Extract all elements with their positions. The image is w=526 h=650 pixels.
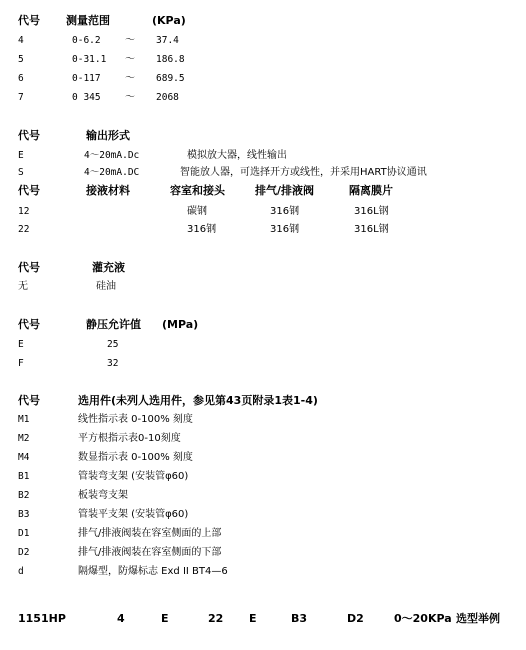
fill-fluid: 硅油 — [96, 281, 116, 292]
example-model: 1151HP — [18, 612, 66, 625]
output-code-header: 代号 — [18, 129, 40, 142]
static-value: 32 — [107, 358, 119, 369]
static-code: E — [18, 339, 24, 350]
range-header: 测量范围 — [66, 14, 110, 27]
option-desc: 管装弯支架 (安装管φ60) — [78, 471, 189, 482]
option-code: D2 — [18, 547, 30, 558]
range-low: 0-31.1 — [72, 54, 107, 65]
option-desc: 隔爆型，防爆标志 Exd II BT4—6 — [78, 566, 228, 577]
static-unit-header: (MPa) — [162, 318, 199, 331]
option-desc: 平方根指示表0-10刻度 — [78, 433, 181, 444]
diaphragm-material: 316L钢 — [354, 206, 389, 217]
range-low: 0-6.2 — [72, 35, 101, 46]
option-code: d — [18, 566, 24, 577]
option-desc: 板装弯支架 — [78, 490, 128, 501]
wetted-material-header: 接液材料 — [86, 184, 130, 197]
chamber-header: 容室和接头 — [170, 184, 225, 197]
material-code-header: 代号 — [18, 184, 40, 197]
option-code: B2 — [18, 490, 30, 501]
output-header: 输出形式 — [86, 129, 130, 142]
range-code: 7 — [18, 92, 24, 103]
chamber-material: 碳钢 — [187, 206, 207, 217]
example-range-value: 0～20KPa — [394, 612, 452, 625]
static-code: F — [18, 358, 24, 369]
option-desc: 排气/排液阀装在容室侧面的下部 — [78, 547, 222, 558]
output-code: E — [18, 150, 24, 161]
options-code-header: 代号 — [18, 394, 40, 407]
example-material-code: 22 — [208, 612, 224, 625]
range-unit-header: (KPa) — [152, 14, 186, 27]
static-header: 静压允许值 — [86, 318, 141, 331]
range-code-header: 代号 — [18, 14, 40, 27]
option-desc: 排气/排液阀装在容室侧面的上部 — [78, 528, 222, 539]
example-output-code: E — [161, 612, 169, 625]
output-signal: 4～20mA.DC — [84, 167, 140, 178]
output-code: S — [18, 167, 24, 178]
range-high: 186.8 — [156, 54, 185, 65]
example-range-code: 4 — [117, 612, 125, 625]
example-label: 选型举例 — [456, 612, 500, 625]
example-bracket-code: B3 — [291, 612, 308, 625]
range-high: 2068 — [156, 92, 179, 103]
output-signal: 4～20mA.Dc — [84, 150, 140, 161]
static-value: 25 — [107, 339, 119, 350]
range-code: 6 — [18, 73, 24, 84]
option-code: B1 — [18, 471, 30, 482]
range-high: 37.4 — [156, 35, 179, 46]
option-desc: 数显指示表 0-100% 刻度 — [78, 452, 193, 463]
options-header: 选用件(未列人选用件，参见第43页附录1表1-4) — [78, 394, 318, 407]
range-code: 4 — [18, 35, 24, 46]
option-code: M1 — [18, 414, 30, 425]
range-code: 5 — [18, 54, 24, 65]
example-static-code: E — [249, 612, 257, 625]
range-sep: ～ — [125, 35, 135, 46]
range-low: 0-117 — [72, 73, 101, 84]
output-desc: 智能放人器，可选择开方或线性，并采用HART协议通讯 — [180, 167, 427, 178]
option-desc: 管装平支架 (安装管φ60) — [78, 509, 189, 520]
static-code-header: 代号 — [18, 318, 40, 331]
option-code: M4 — [18, 452, 30, 463]
valve-material: 316钢 — [270, 224, 300, 235]
fill-code: 无 — [18, 281, 28, 292]
range-high: 689.5 — [156, 73, 185, 84]
option-code: D1 — [18, 528, 30, 539]
fill-header: 灌充液 — [92, 261, 125, 274]
range-low: 0 345 — [72, 92, 101, 103]
option-code: B3 — [18, 509, 30, 520]
range-sep: ～ — [125, 54, 135, 65]
option-desc: 线性指示表 0-100% 刻度 — [78, 414, 193, 425]
diaphragm-material: 316L钢 — [354, 224, 389, 235]
material-code: 22 — [18, 224, 30, 235]
output-desc: 模拟放大器，线性输出 — [187, 150, 287, 161]
range-sep: ～ — [125, 92, 135, 103]
material-code: 12 — [18, 206, 30, 217]
option-code: M2 — [18, 433, 30, 444]
example-valve-code: D2 — [347, 612, 364, 625]
diaphragm-header: 隔离膜片 — [349, 184, 393, 197]
fill-code-header: 代号 — [18, 261, 40, 274]
range-sep: ～ — [125, 73, 135, 84]
chamber-material: 316钢 — [187, 224, 217, 235]
valve-material: 316钢 — [270, 206, 300, 217]
valve-header: 排气/排液阀 — [255, 184, 315, 197]
